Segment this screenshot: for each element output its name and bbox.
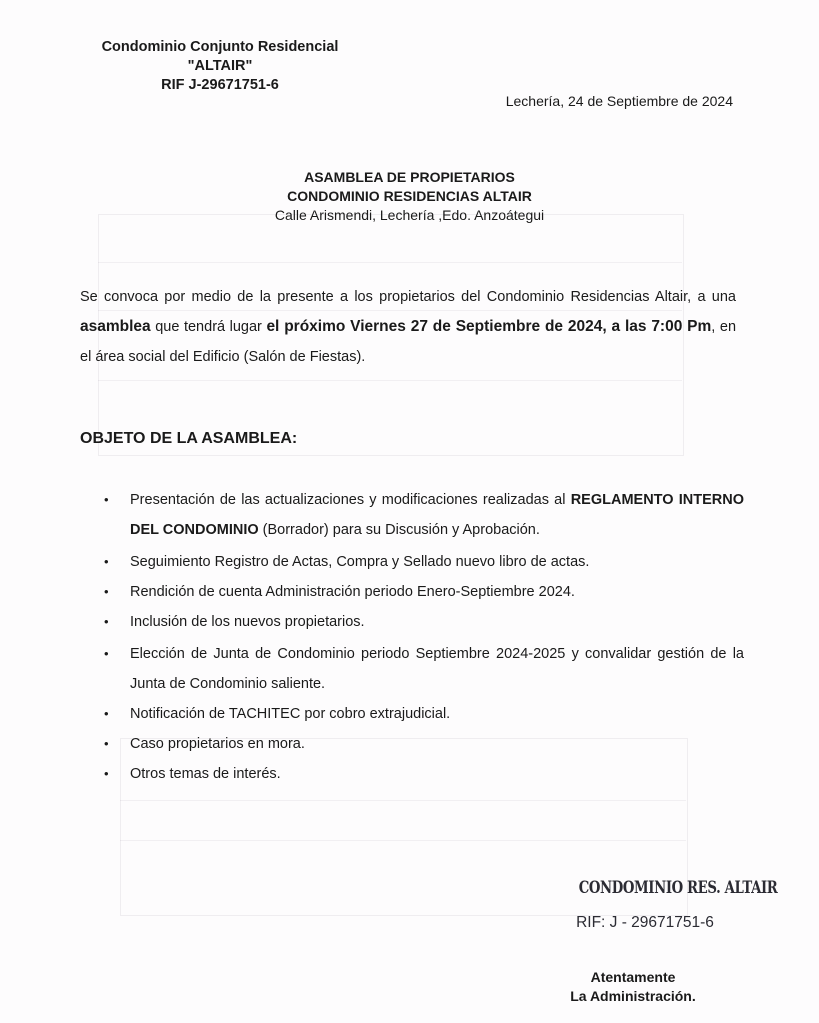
org-subname: "ALTAIR" (187, 58, 253, 74)
bullet-icon: • (104, 492, 109, 507)
bullet-icon: • (104, 706, 109, 721)
bullet-icon: • (104, 554, 109, 569)
letterhead (86, 38, 354, 95)
agenda-item (104, 607, 744, 637)
intro-bold-asamblea: asamblea (80, 318, 151, 335)
document-date: Lechería, 24 de Septiembre de 2024 (505, 93, 733, 109)
org-name: Condominio Conjunto Residencial (101, 39, 339, 55)
agenda-item (104, 547, 744, 577)
reverse-side-line (120, 840, 686, 841)
stamp-rif: RIF: J - 29671751-6 (576, 914, 714, 931)
agenda-item (104, 577, 744, 607)
agenda-item-text: Notificación de TACHITEC por cobro extrajudicial. (130, 706, 451, 722)
agenda-item-text: Elección de Junta de Condominio periodo Septiembre 2024-2025 y convalidar gestión de la Junta de Condominio saliente. (130, 646, 744, 692)
bullet-icon: • (104, 646, 109, 661)
bullet-icon: • (104, 614, 109, 629)
reverse-side-line (98, 380, 682, 381)
signoff-line-2: La Administración. (570, 988, 696, 1004)
agenda-item-text: Rendición de cuenta Administración periodo Enero-Septiembre 2024. (130, 584, 575, 600)
title-address: Calle Arismendi, Lechería ,Edo. Anzoátegui (274, 207, 545, 223)
signoff (548, 968, 718, 1006)
title-line-1: ASAMBLEA DE PROPIETARIOS (304, 169, 515, 185)
agenda-item-bold: REGLAMENTO INTERNO DEL CONDOMINIO (130, 492, 744, 538)
agenda-item (104, 759, 744, 789)
signoff-line-1: Atentamente (590, 969, 676, 985)
agenda-list (104, 485, 744, 789)
agenda-item (104, 729, 744, 759)
agenda-heading: OBJETO DE LA ASAMBLEA: (80, 430, 298, 447)
intro-text: , en el área social del Edificio (Salón de Fiestas). (80, 319, 737, 365)
intro-text: que tendrá lugar (150, 319, 267, 335)
agenda-item-text: Seguimiento Registro de Actas, Compra y Sellado nuevo libro de actas. (130, 554, 590, 570)
intro-text: Se convoca por medio de la presente a los propietarios del Condominio Residencias Altair, a una (80, 289, 736, 305)
stamp-name: CONDOMINIO RES. ALTAIR (578, 878, 778, 898)
agenda-item (104, 485, 744, 545)
bullet-icon: • (104, 766, 109, 781)
agenda-item-text: Caso propietarios en mora. (130, 736, 305, 752)
org-rif: RIF J-29671751-6 (161, 77, 279, 93)
intro-bold-date: el próximo Viernes 27 de Septiembre de 2024, a las 7:00 Pm (266, 318, 712, 335)
condominium-stamp (560, 878, 778, 932)
agenda-item-text: Otros temas de interés. (130, 766, 281, 782)
agenda-item-text: Inclusión de los nuevos propietarios. (130, 614, 365, 630)
bullet-icon: • (104, 584, 109, 599)
title-line-2: CONDOMINIO RESIDENCIAS ALTAIR (287, 188, 532, 204)
agenda-item-text: (Borrador) para su Discusión y Aprobación. (258, 522, 540, 538)
agenda-item-text: Presentación de las actualizaciones y modificaciones realizadas al (130, 492, 571, 508)
reverse-side-line (120, 800, 686, 801)
title-block (0, 168, 819, 225)
intro-paragraph (80, 282, 736, 372)
bullet-icon: • (104, 736, 109, 751)
reverse-side-line (98, 262, 682, 263)
agenda-item (104, 699, 744, 729)
agenda-item (104, 639, 744, 699)
